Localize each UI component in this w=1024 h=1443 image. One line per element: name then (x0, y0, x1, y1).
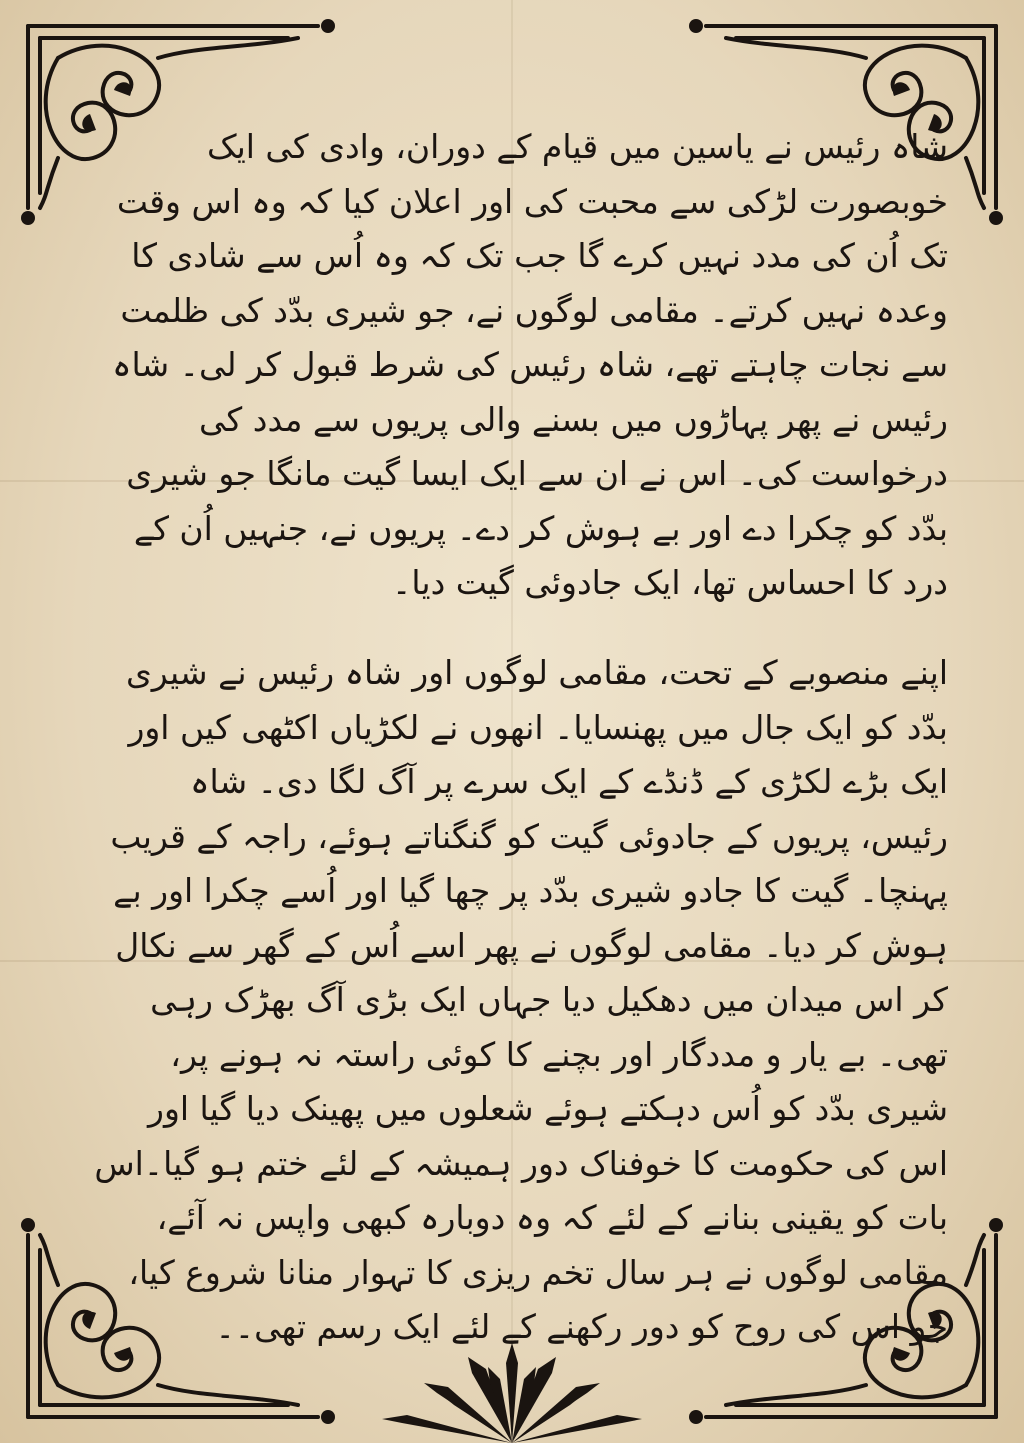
story-paragraph-1: شاہ رئیس نے یاسین میں قیام کے دوران، وادی کی ایک خوبصورت لڑکی سے محبت کی اور اعلان کیا کہ وہ اس وقت تک اُن کی مدد نہیں کرے گا جب تک کہ وہ اُس سے شادی کا وعدہ نہیں کرتے۔ مقامی لوگوں نے، جو شیری بدّد کی ظلمت سے نجات چاہتے تھے، شاہ رئیس کی شرط قبول کر لی۔ شاہ رئیس نے پھر پہاڑوں میں بسنے والی پریوں سے مدد کی درخواست کی۔ اس نے ان سے ایک ایسا گیت مانگا جو شیری بدّد کو چکرا دے اور بے ہوش کر دے۔ پریوں نے، جنہیں اُن کے درد کا احساس تھا، ایک جادوئی گیت دیا۔ (112, 127, 948, 602)
story-paragraph-2: اپنے منصوبے کے تحت، مقامی لوگوں اور شاہ رئیس نے شیری بدّد کو ایک جال میں پھنسایا۔ انھوں نے لکڑیاں اکٹھی کیں اور ایک بڑے لکڑی کے ڈنڈے کے ایک سرے پر آگ لگا دی۔ شاہ رئیس، پریوں کے جادوئی گیت کو گنگناتے ہوئے، راجہ کے قریب پہنچا۔ گیت کا جادو شیری بدّد پر چھا گیا اور اُسے چکرا اور بے ہوش کر دیا۔ مقامی لوگوں نے پھر اسے اُس کے گھر سے نکال کر اس میدان میں دھکیل دیا جہاں ایک بڑی آگ بھڑک رہی تھی۔ بے یار و مددگار اور بچنے کا کوئی راستہ نہ ہونے پر، شیری بدّد کو اُس دہکتے ہوئے شعلوں میں پھینک دیا گیا اور اس کی حکومت کا خوفناک دور ہمیشہ کے لئے ختم ہو گیا۔اس بات کو یقینی بنانے کے لئے کہ وہ دوبارہ کبھی واپس نہ آئے، مقامی لوگوں نے ہر سال تخم ریزی کا تہوار منانا شروع کیا، جو اس کی روح کو دور رکھنے کے لئے ایک رسم تھی۔۔ (94, 653, 948, 1346)
sunburst-icon (362, 1343, 662, 1443)
